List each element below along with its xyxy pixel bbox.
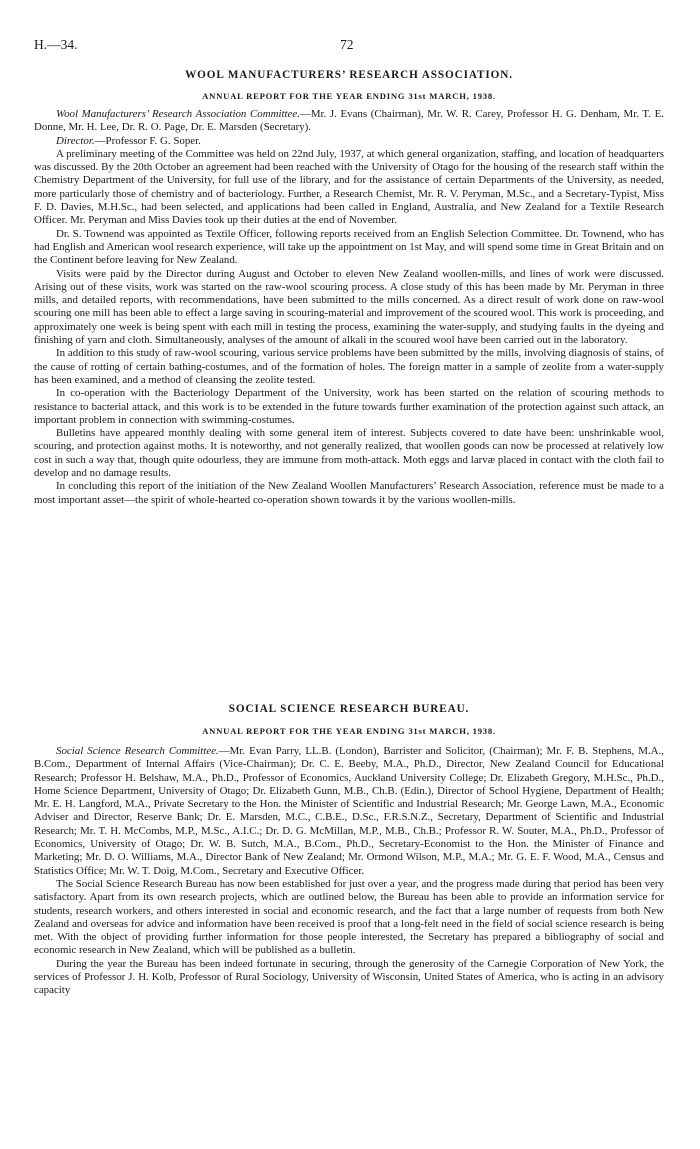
social-committee-label: Social Science Research Committee. <box>56 745 219 757</box>
social-paragraph: The Social Science Research Bureau has now been established for just over a year, and the progress made during that period has been very satisfactory. Apart from its own research projects, which are outlined below, the Bureau has been able to provide an information service for students, research workers, and others interested in social and economic research, and the fact that a large number of requests from both New Zealand and overseas for advice and information have been received is proof that a long-felt need in the field of social science research is being met. With the object of providing further information for those people interested, the Secretary has prepared a bibliography of social and economic research in New Zealand, which will be published as a bulletin. <box>34 877 664 957</box>
wool-body <box>34 108 664 507</box>
wool-paragraph: Bulletins have appeared monthly dealing with some general item of interest. Subjects covered to date have been: unshrinkable wool, scouring, and protection against moths. It is noteworthy, and not generally realized, that woollen goods can now be processed at relatively low cost in such a way that, though quite odourless, they are immune from moth-attack. Moth eggs and larvæ placed in contact with the cloth fail to develop and no damage results. <box>34 427 664 480</box>
wool-paragraph: In co-operation with the Bacteriology Department of the University, work has been started on the relation of scouring methods to resistance to bacterial attack, and this work is to be extended in the future towards further examination of the protection against such attack, an important problem in connection with swimming-costumes. <box>34 387 664 426</box>
social-section-subtitle: ANNUAL REPORT FOR THE YEAR ENDING 31st MARCH, 1938. <box>202 726 496 736</box>
document-reference: H.—34. <box>34 37 78 52</box>
wool-committee-paragraph <box>34 108 664 135</box>
social-section-title: SOCIAL SCIENCE RESEARCH BUREAU. <box>228 703 470 715</box>
wool-paragraph: A preliminary meeting of the Committee was held on 22nd July, 1937, at which general organization, staffing, and location of headquarters was discussed. By the 20th October an agreement had been reached with the University of Otago for the housing of the research staff within the Chemistry Department of the University, for full use of the library, and for the assistance of certain Departments of the University, as needed, more particularly those of chemistry and of bacteriology. Further, a Research Chemist, Mr. R. V. Peryman, M.Sc., and a Secretary-Typist, Miss F. D. Davies, M.H.Sc., had been selected, and applications had been called in England, Australia, and New Zealand for a Textile Research Officer. Mr. Peryman and Miss Davies took up their duties at the end of November. <box>34 147 664 227</box>
social-committee-members: —Mr. Evan Parry, LL.B. (London), Barrister and Solicitor, (Chairman); Mr. F. B. Stephens, M.A., B.Com., Department of Internal Affairs (Vice-Chairman); Dr. C. E. Beeby, M.A., Ph.D., Director, New Zealand Council for Educational Research; Professor H. Belshaw, M.A., Ph.D., Professor of Economics, Auckland University College; Dr. Elizabeth Gregory, M.H.Sc., Ph.D., Home Science Department, University of Otago; Dr. Elizabeth Gunn, M.B., Ch.B. (Edin.), Director of School Hygiene, Department of Health; Mr. E. H. Langford, M.A., Private Secretary to the Hon. the Minister of Scientific and Industrial Research; Mr. George Lawn, M.A., Economic Adviser and Director, Reserve Bank; Dr. E. Marsden, M.C., C.B.E., D.Sc., F.R.S.N.Z., Secretary, Department of Scientific and Industrial Research; Mr. T. H. McCombs, M.P., M.Sc., A.I.C.; Dr. D. G. McMillan, M.P., M.B., Ch.B.; Professor R. W. Souter, M.A., Ph.D., Professor of Economics, University of Otago; Dr. W. B. Sutch, M.A., B.Com., Ph.D., Secretary-Economist to the Hon. the Minister of Finance and Marketing; Mr. D. O. Williams, M.A., Director Bank of New Zealand; Mr. Ormond Wilson, M.P., M.A.; Mr. G. E. F. Wood, M.A., Census and Statistics Office; Mr. W. T. Doig, M.Com., Secretary and Executive Officer. <box>34 745 664 877</box>
social-body <box>34 745 664 998</box>
social-committee-paragraph <box>34 745 664 878</box>
wool-section-title: WOOL MANUFACTURERS’ RESEARCH ASSOCIATION. <box>185 69 513 81</box>
wool-committee-members: —Mr. J. Evans (Chairman), Mr. W. R. Carey, Professor H. G. Denham, Mr. T. E. Donne, Mr. H. Lee, Dr. R. O. Page, Dr. E. Marsden (Secretary). <box>34 108 664 134</box>
social-paragraph: During the year the Bureau has been indeed fortunate in securing, through the generosity of the Carnegie Corporation of New York, the services of Professor J. H. Kolb, Professor of Rural Sociology, University of Wisconsin, United States of America, who is acting in an advisory capacity <box>34 957 664 997</box>
social-section <box>34 702 664 998</box>
page-number: 72 <box>340 37 354 52</box>
wool-director-label: Director. <box>56 134 95 147</box>
wool-director-name: —Professor F. G. Soper. <box>94 134 201 147</box>
wool-paragraph: Visits were paid by the Director during August and October to eleven New Zealand woollen-mills, and lines of work were discussed. Arising out of these visits, work was started on the raw-wool scouring process. A close study of this has been made by Mr. Peryman in three mills, and detailed reports, with recommendations, have been submitted to the mills concerned. As a direct result of work done on raw-wool scouring one mill has been able to effect a large saving in scouring-material and improvement of the scoured wool. This work is proceeding, and approximately one week is being spent with each mill in testing the process, examining the water-supply, and studying faults in the dyeing and finishing of yarn and cloth. Simultaneously, analyses of the amount of alkali in the scoured wool have been carried out in the laboratory. <box>34 267 664 347</box>
wool-paragraph: In concluding this report of the initiation of the New Zealand Woollen Manufacturers’ Research Association, reference must be made to a most important asset—the spirit of whole-hearted co-operation shown towards it by the various woollen-mills. <box>34 480 664 506</box>
wool-paragraph: In addition to this study of raw-wool scouring, various service problems have been submitted by the mills, involving diagnosis of stains, of the cause of rotting of certain bathing-costumes, and of the formation of holes. The foreign matter in a sample of zeolite from a water-supply has been examined, and a method of cleansing the zeolite tested. <box>34 347 664 386</box>
wool-committee-label: Wool Manufacturers’ Research Association Committee. <box>56 108 300 120</box>
running-head <box>34 37 664 53</box>
wool-paragraph: Dr. S. Townend was appointed as Textile Officer, following reports received from an English Selection Committee. Dr. Townend, who has had English and American wool research experience, will take up the appointment on 1st May, and will spend some time in Great Britain and on the Continent before leaving for New Zealand. <box>34 227 664 267</box>
wool-section-subtitle: ANNUAL REPORT FOR THE YEAR ENDING 31st MARCH, 1938. <box>202 91 496 101</box>
wool-director-paragraph <box>34 135 664 148</box>
wool-section <box>34 68 664 507</box>
